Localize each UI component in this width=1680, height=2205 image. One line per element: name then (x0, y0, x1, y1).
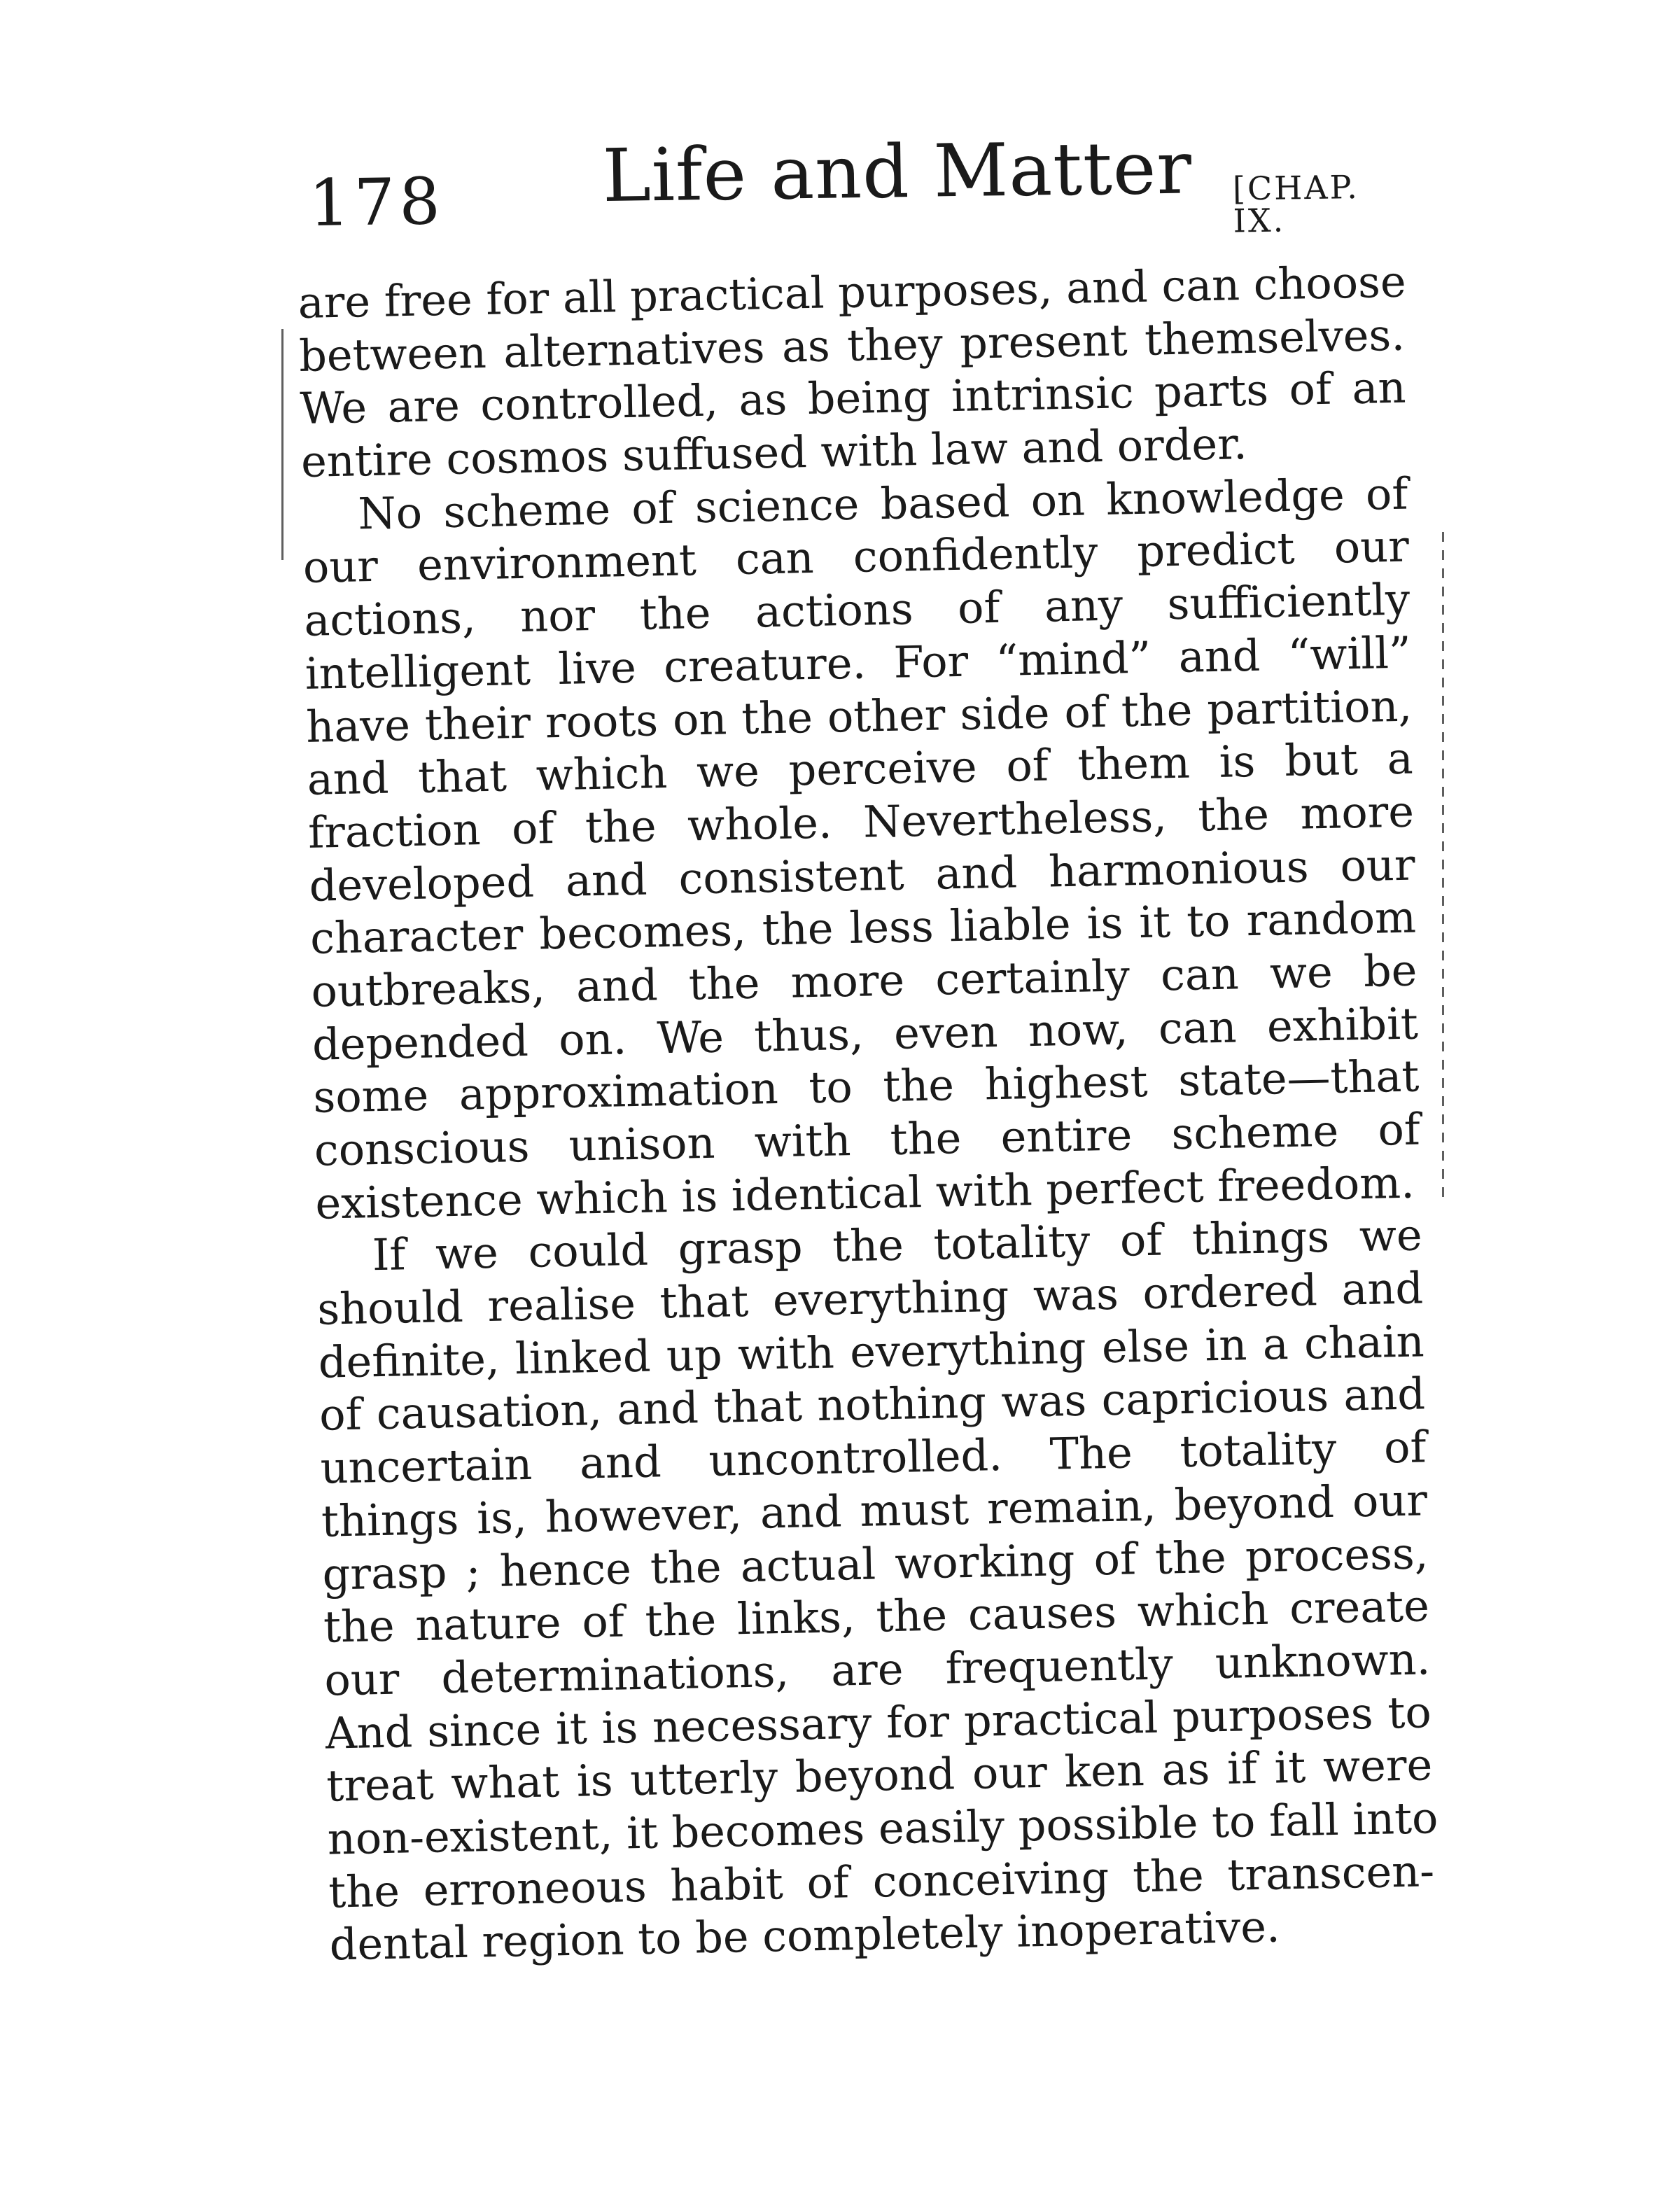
text-line: character becomes, the less liable is it to random (309, 891, 1417, 965)
text-line: conscious unison with the entire scheme of (314, 1103, 1421, 1176)
text-line: are free for all practical purposes, and can choose (298, 255, 1407, 328)
text-line: developed and consistent and harmonious our (309, 839, 1416, 911)
text-line: and that which we perceive of them is but a (307, 732, 1414, 806)
page-header (308, 125, 1415, 241)
text-line: should realise that everything was ordered and (316, 1262, 1424, 1335)
text-line: entire cosmos suffused with law and order. (300, 418, 1248, 488)
text-line: actions, nor the actions of any sufficiently (303, 573, 1410, 647)
body-text (298, 255, 1436, 1972)
text-line: fraction of the whole. Nevertheless, the more (307, 785, 1415, 858)
text-line: some approximation to the highest state—that (312, 1050, 1420, 1124)
text-line: have their roots on the other side of the partition, (305, 680, 1413, 752)
text-line: our environment can confidently predict our (302, 521, 1410, 594)
text-line: the nature of the links, the causes which create (323, 1580, 1430, 1653)
text-line: existence which is identical with perfect freedom. (314, 1156, 1415, 1229)
page-number: 178 (308, 164, 445, 241)
running-title: Life and Matter (601, 125, 1193, 219)
text-line: our determinations, are frequently unknown. (323, 1633, 1431, 1706)
text-line: non-existent, it becomes easily possible to fall into (327, 1792, 1438, 1865)
text-line: We are controlled, as being intrinsic parts of an (299, 362, 1407, 435)
text-line: grasp ; hence the actual working of the process, (321, 1527, 1429, 1600)
chapter-reference: [CHAP. IX. (1232, 168, 1360, 240)
text-line: outbreaks, and the more certainly can we be (310, 944, 1418, 1017)
text-line: depended on. We thus, even now, can exhibit (312, 997, 1419, 1070)
text-line: If we could grasp the totality of things we (372, 1209, 1423, 1281)
text-line: between alternatives as they present themselves. (298, 309, 1406, 382)
text-line: No scheme of science based on knowledge of (357, 468, 1408, 540)
text-line: And since it is necessary for practical purposes to (325, 1686, 1432, 1759)
text-line: treat what is utterly beyond our ken as if it were (326, 1739, 1433, 1812)
text-line: things is, however, and must remain, beyond our (321, 1474, 1428, 1547)
text-line: definite, linked up with everything else in a chain (318, 1315, 1425, 1388)
text-line: intelligent live creature. For “mind” and “will” (304, 626, 1412, 699)
right-margin-scan-mark (1442, 532, 1444, 1204)
left-margin-scan-mark (281, 329, 284, 560)
text-line: the erroneous habit of conceiving the transcen- (328, 1844, 1435, 1918)
text-line: of causation, and that nothing was capricious and (318, 1368, 1426, 1441)
text-line: dental region to be completely inoperative. (329, 1900, 1281, 1970)
text-line: uncertain and uncontrolled. The totality of (319, 1421, 1427, 1494)
